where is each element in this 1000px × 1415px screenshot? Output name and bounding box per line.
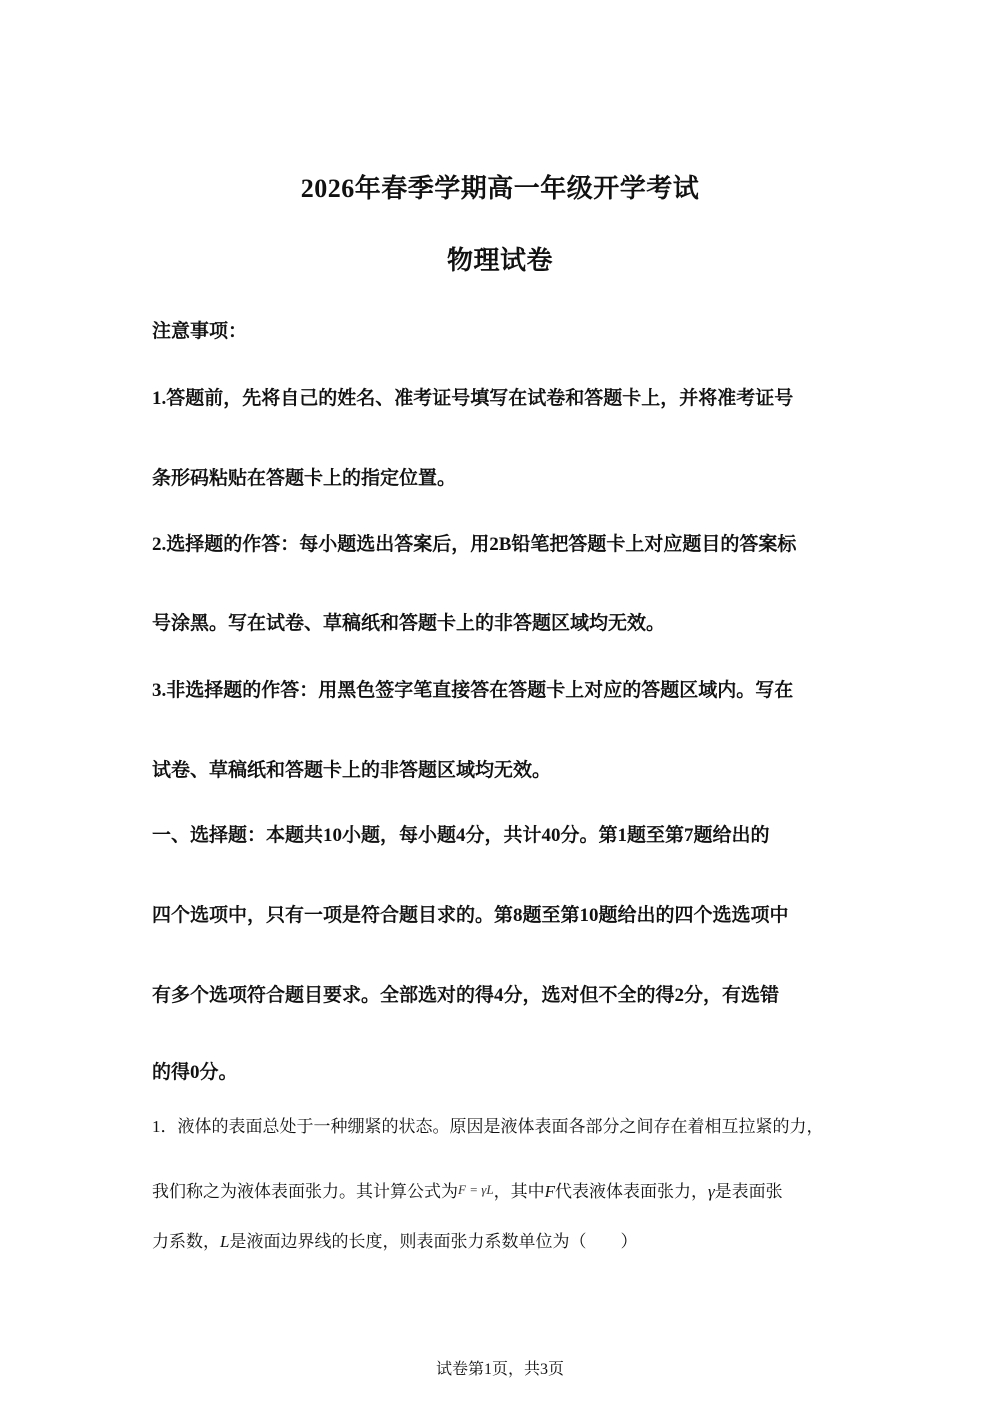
variable-l: L <box>220 1232 230 1251</box>
question-text: 代表液体表面张力， <box>554 1182 708 1201</box>
variable-f: F <box>544 1182 555 1201</box>
notice-line: 3.非选择题的作答：用黑色签字笔直接答在答题卡上对应的答题区域内。写在 <box>152 680 794 701</box>
question-text: ，其中 <box>493 1182 545 1201</box>
question-text: 我们称之为液体表面张力。其计算公式为 <box>152 1182 458 1201</box>
question-text: 是液面边界线的长度，则表面张力系数单位为（ ） <box>229 1232 638 1251</box>
variable-gamma: γ <box>707 1182 715 1201</box>
surface-tension-formula: F = γL <box>458 1182 494 1197</box>
page-footer: 试卷第1页，共3页 <box>435 1361 564 1378</box>
question-1-line: 1．液体的表面总处于一种绷紧的状态。原因是液体表面各部分之间存在着相互拉紧的力， <box>152 1117 824 1136</box>
notice-line: 条形码粘贴在答题卡上的指定位置。 <box>152 468 457 489</box>
notice-line: 试卷、草稿纸和答题卡上的非答题区域均无效。 <box>152 760 552 781</box>
notice-line: 2.选择题的作答：每小题选出答案后，用2B铅笔把答题卡上对应题目的答案标 <box>152 534 797 555</box>
section-instruction-line: 有多个选项符合题目要求。全部选对的得4分，选对但不全的得2分，有选错 <box>152 985 780 1006</box>
exam-title: 2026年春季学期高一年级开学考试 <box>300 174 700 203</box>
notice-line: 1.答题前，先将自己的姓名、准考证号填写在试卷和答题卡上，并将准考证号 <box>152 388 794 409</box>
notice-heading: 注意事项： <box>152 321 248 342</box>
notice-line: 号涂黑。写在试卷、草稿纸和答题卡上的非答题区域均无效。 <box>152 613 666 634</box>
section-instruction-line: 一、选择题：本题共10小题，每小题4分，共计40分。第1题至第7题给出的 <box>152 825 770 846</box>
question-text: 力系数， <box>152 1232 220 1251</box>
subject-title: 物理试卷 <box>446 246 553 275</box>
section-instruction-line: 的得0分。 <box>152 1062 238 1083</box>
question-1-line <box>152 1177 852 1202</box>
question-1-line <box>152 1227 852 1252</box>
question-text: 是表面张 <box>714 1182 783 1201</box>
section-instruction-line: 四个选项中，只有一项是符合题目求的。第8题至第10题给出的四个选选项中 <box>152 905 789 926</box>
